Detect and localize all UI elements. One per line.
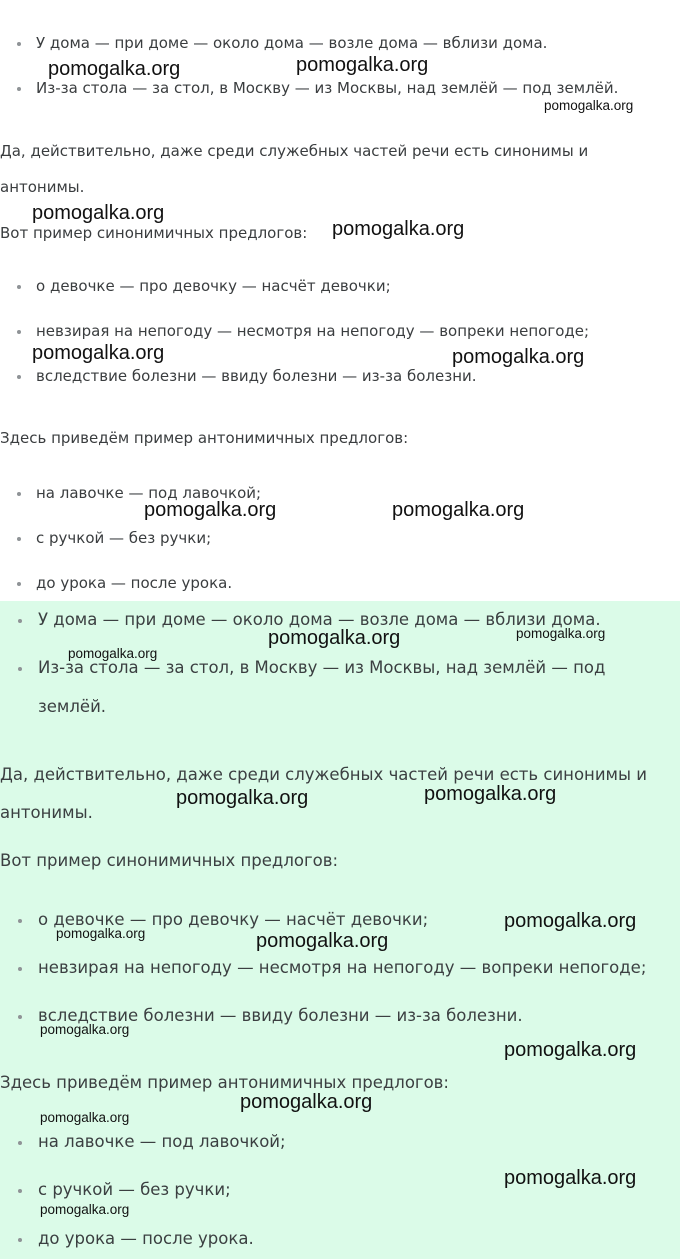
watermark: pomogalka.org [268,627,401,649]
synonyms-intro: Вот пример синонимичных предлогов: [0,224,308,242]
watermark: pomogalka.org [40,1110,130,1125]
watermark: pomogalka.org [176,787,309,809]
watermark: pomogalka.org [504,1167,637,1189]
watermark: pomogalka.org [56,926,146,941]
watermark: pomogalka.org [452,346,585,368]
watermark: pomogalka.org [332,218,465,240]
list-item: У дома — при доме — около дома — возле дома — вблизи дома. [38,610,601,629]
list-item: с ручкой — без ручки; [36,529,212,547]
watermark: pomogalka.org [544,98,634,113]
list-item: до урока — после урока. [36,574,233,592]
watermark: pomogalka.org [32,342,165,364]
paragraph-line: антонимы. [0,178,85,196]
list-item: на лавочке — под лавочкой; [38,1132,286,1151]
watermark: pomogalka.org [240,1091,373,1113]
watermark: pomogalka.org [296,54,429,76]
content-section-1 [0,0,680,601]
watermark: pomogalka.org [40,1202,130,1217]
watermark: pomogalka.org [392,499,525,521]
list-item: с ручкой — без ручки; [38,1180,231,1199]
paragraph-line: Да, действительно, даже среди служебных частей речи есть синонимы и [0,142,589,160]
antonyms-intro: Здесь приведём пример антонимичных предлогов: [0,1073,449,1092]
paragraph-line: Да, действительно, даже среди служебных частей речи есть синонимы и [0,765,648,784]
list-item: Из-за стола — за стол, в Москву — из Москвы, над землёй — под [38,658,606,677]
paragraph-line: антонимы. [0,803,93,822]
list-item: до урока — после урока. [38,1229,254,1248]
list-item: невзирая на непогоду — несмотря на непогоду — вопреки непогоде; [38,958,647,977]
watermark: pomogalka.org [424,783,557,805]
list-item: о девочке — про девочку — насчёт девочки; [36,277,391,295]
watermark: pomogalka.org [504,910,637,932]
synonyms-intro: Вот пример синонимичных предлогов: [0,851,339,870]
watermark: pomogalka.org [48,58,181,80]
watermark: pomogalka.org [32,202,165,224]
watermark: pomogalka.org [256,930,389,952]
list-item: Из-за стола — за стол, в Москву — из Москвы, над землёй — под землёй. [36,79,619,97]
watermark: pomogalka.org [504,1039,637,1061]
list-item: У дома — при доме — около дома — возле дома — вблизи дома. [36,34,548,52]
watermark: pomogalka.org [68,646,158,661]
list-item-continuation: землёй. [38,697,107,716]
list-item: вследствие болезни — ввиду болезни — из-за болезни. [38,1006,523,1025]
list-item: о девочке — про девочку — насчёт девочки; [38,910,429,929]
antonyms-intro: Здесь приведём пример антонимичных предлогов: [0,429,409,447]
watermark: pomogalka.org [144,499,277,521]
list-item: вследствие болезни — ввиду болезни — из-за болезни. [36,367,477,385]
list-item: на лавочке — под лавочкой; [36,484,262,502]
watermark: pomogalka.org [40,1022,130,1037]
list-item: невзирая на непогоду — несмотря на непогоду — вопреки непогоде; [36,322,590,340]
watermark: pomogalka.org [516,626,606,641]
